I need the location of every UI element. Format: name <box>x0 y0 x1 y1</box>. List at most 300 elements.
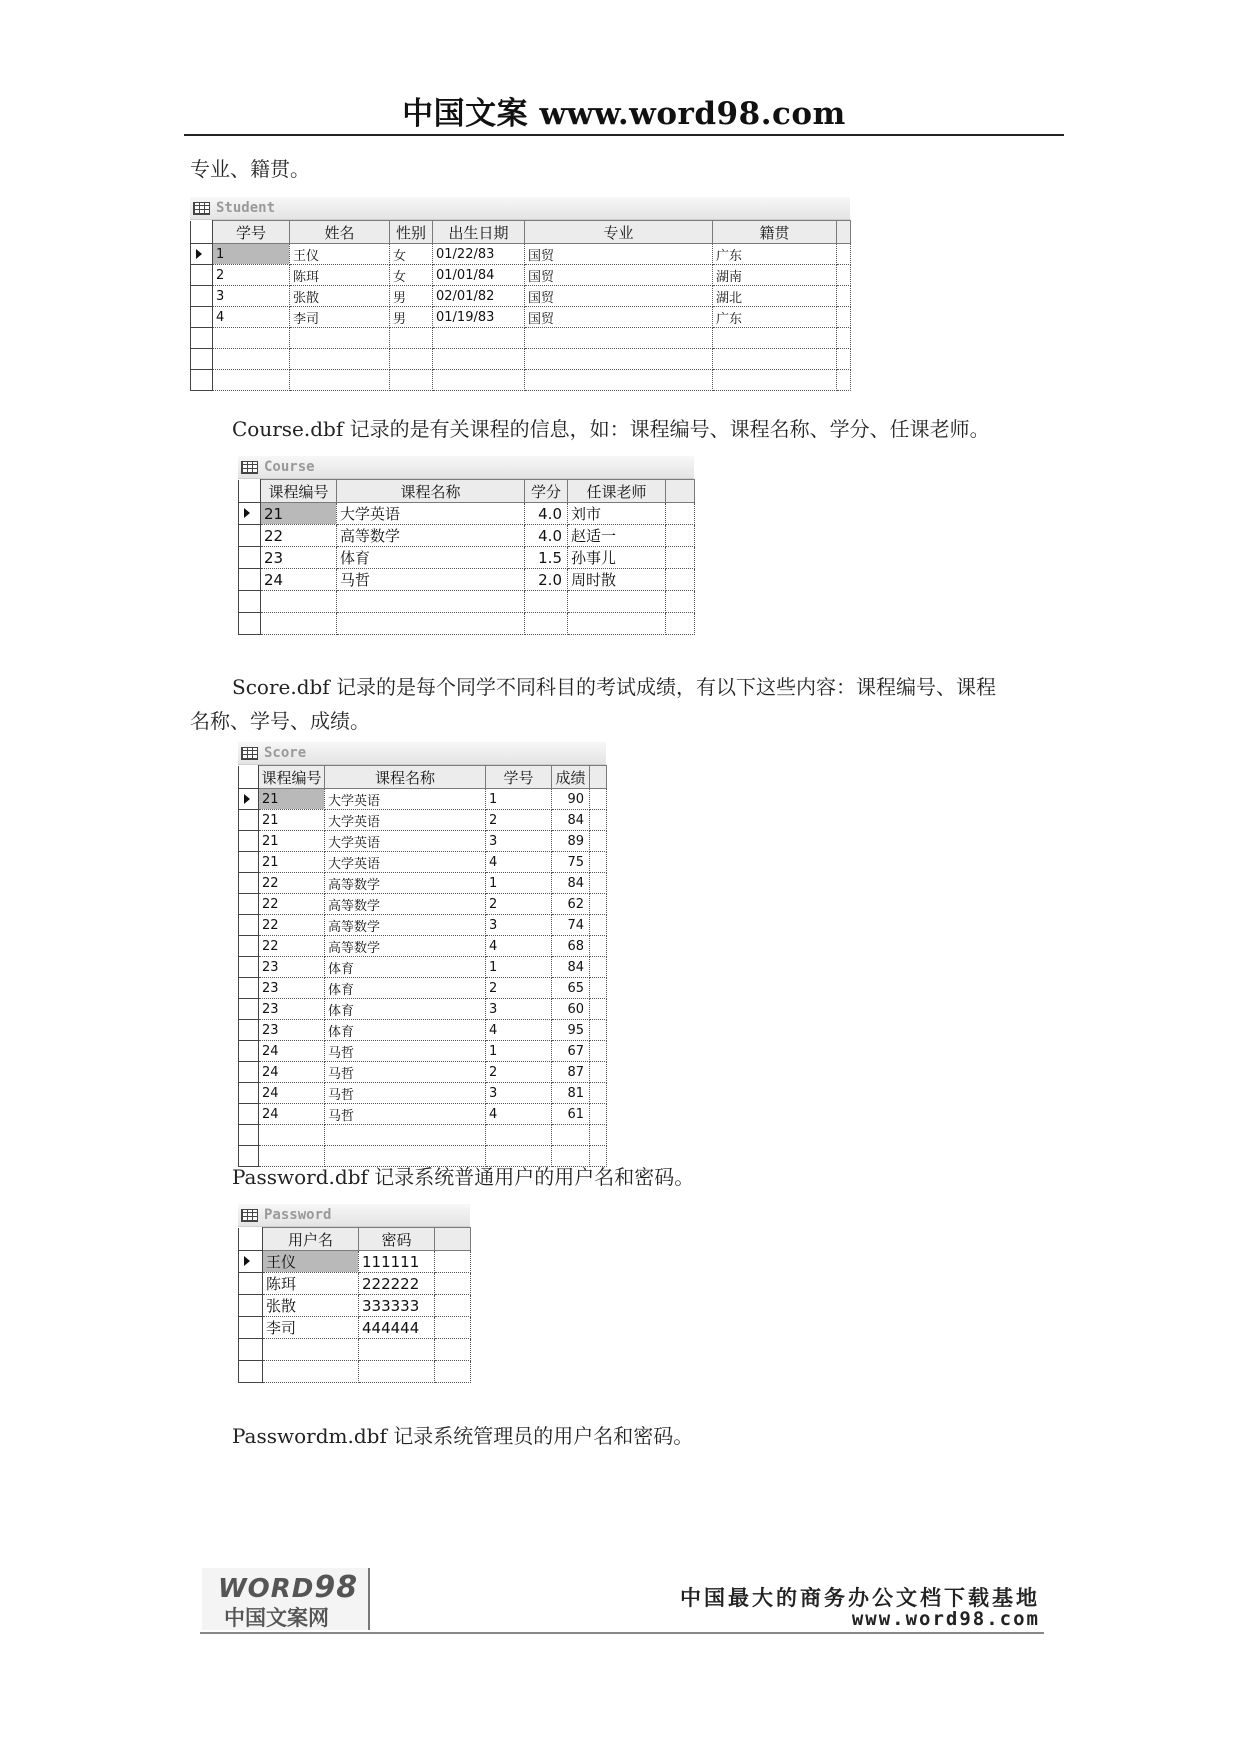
table-row[interactable] <box>239 1041 607 1062</box>
column-header: 用户名 <box>263 1228 359 1251</box>
row-selector <box>239 613 261 635</box>
table-cell[interactable]: 王仪 <box>263 1251 359 1273</box>
empty-cell <box>525 328 713 349</box>
row-selector <box>191 265 213 286</box>
empty-cell <box>337 613 525 635</box>
column-header: 课程编号 <box>259 766 325 789</box>
row-selector <box>191 349 213 370</box>
table-row[interactable] <box>239 852 607 873</box>
row-filler-cell <box>590 789 607 810</box>
row-filler-cell <box>590 1104 607 1125</box>
word98-logo <box>202 1568 370 1630</box>
table-cell[interactable]: 3 <box>486 831 552 852</box>
table-cell[interactable]: 21 <box>259 789 325 810</box>
row-selector <box>239 852 259 873</box>
column-header-filler <box>666 480 695 503</box>
table-cell[interactable]: 大学英语 <box>337 503 525 525</box>
column-header: 密码 <box>359 1228 435 1251</box>
table-cell[interactable]: 2 <box>486 978 552 999</box>
empty-cell <box>837 328 851 349</box>
empty-cell <box>213 328 290 349</box>
empty-cell <box>261 591 337 613</box>
column-header-filler <box>435 1228 471 1251</box>
table-row[interactable] <box>239 873 607 894</box>
password-grid <box>238 1227 471 1383</box>
empty-cell <box>713 349 837 370</box>
column-header: 专业 <box>525 221 713 244</box>
row-filler-cell <box>435 1273 471 1295</box>
table-cell[interactable]: 湖南 <box>713 265 837 286</box>
table-cell[interactable]: 大学英语 <box>325 789 486 810</box>
table-cell[interactable]: 22 <box>259 936 325 957</box>
table-cell[interactable]: 2 <box>486 1062 552 1083</box>
empty-cell <box>433 349 525 370</box>
table-cell[interactable]: 国贸 <box>525 307 713 328</box>
empty-cell <box>433 328 525 349</box>
table-cell[interactable]: 4 <box>486 852 552 873</box>
table-cell[interactable]: 4.0 <box>525 525 568 547</box>
row-selector <box>239 1104 259 1125</box>
table-row[interactable] <box>239 1295 471 1317</box>
table-row[interactable] <box>239 936 607 957</box>
table-cell[interactable]: 61 <box>552 1104 590 1125</box>
row-filler-cell <box>590 999 607 1020</box>
empty-cell <box>290 349 390 370</box>
column-header: 成绩 <box>552 766 590 789</box>
empty-cell <box>525 349 713 370</box>
empty-cell <box>666 613 695 635</box>
row-selector <box>239 915 259 936</box>
password-table-title: Password <box>264 1207 332 1223</box>
table-cell[interactable]: 张散 <box>290 286 390 307</box>
empty-cell <box>263 1339 359 1361</box>
current-record-indicator <box>239 503 261 525</box>
table-cell[interactable]: 84 <box>552 873 590 894</box>
course-table-titlebar <box>238 456 694 479</box>
table-cell[interactable]: 2.0 <box>525 569 568 591</box>
empty-cell <box>666 591 695 613</box>
table-cell[interactable]: 1.5 <box>525 547 568 569</box>
table-icon <box>241 461 258 474</box>
empty-cell <box>435 1339 471 1361</box>
table-row[interactable] <box>239 1083 607 1104</box>
table-cell[interactable]: 大学英语 <box>325 852 486 873</box>
empty-cell <box>290 370 390 391</box>
empty-cell <box>435 1361 471 1383</box>
table-cell[interactable]: 90 <box>552 789 590 810</box>
logo-chinese-text: 中国文案网 <box>224 1606 329 1630</box>
table-cell[interactable]: 3 <box>486 999 552 1020</box>
table-cell[interactable]: 大学英语 <box>325 810 486 831</box>
row-selector-header <box>239 766 259 789</box>
table-cell[interactable]: 68 <box>552 936 590 957</box>
table-cell[interactable]: 3 <box>486 915 552 936</box>
table-cell[interactable]: 4 <box>213 307 290 328</box>
current-record-indicator <box>191 244 213 265</box>
row-selector <box>239 957 259 978</box>
empty-cell <box>261 613 337 635</box>
footer-divider <box>200 1632 1044 1634</box>
empty-cell <box>433 370 525 391</box>
row-selector <box>239 936 259 957</box>
row-selector <box>239 873 259 894</box>
table-cell[interactable]: 湖北 <box>713 286 837 307</box>
table-cell[interactable]: 1 <box>486 873 552 894</box>
empty-cell <box>590 1125 607 1146</box>
footer-slogan: 中国最大的商务办公文档下载基地 <box>680 1585 1040 1610</box>
table-row[interactable] <box>239 915 607 936</box>
table-cell[interactable]: 马哲 <box>325 1041 486 1062</box>
table-cell[interactable]: 王仪 <box>290 244 390 265</box>
row-filler-cell <box>590 873 607 894</box>
table-row[interactable] <box>239 503 695 525</box>
row-filler-cell <box>590 831 607 852</box>
empty-cell <box>259 1125 325 1146</box>
table-cell[interactable]: 4 <box>486 936 552 957</box>
row-filler-cell <box>666 525 695 547</box>
paragraph-password-desc: Password.dbf 记录系统普通用户的用户名和密码。 <box>232 1165 695 1189</box>
table-row[interactable] <box>239 810 607 831</box>
row-filler-cell <box>590 1041 607 1062</box>
row-filler-cell <box>590 1062 607 1083</box>
table-cell[interactable]: 65 <box>552 978 590 999</box>
table-row[interactable] <box>239 1273 471 1295</box>
table-row[interactable] <box>239 547 695 569</box>
table-cell[interactable]: 23 <box>259 1020 325 1041</box>
row-selector <box>239 978 259 999</box>
table-cell[interactable]: 23 <box>259 957 325 978</box>
table-cell[interactable]: 国贸 <box>525 244 713 265</box>
table-cell[interactable]: 23 <box>259 978 325 999</box>
table-row[interactable] <box>239 957 607 978</box>
row-selector-header <box>191 221 213 244</box>
student-table-titlebar <box>190 197 850 220</box>
table-cell[interactable]: 22 <box>261 525 337 547</box>
empty-cell <box>359 1339 435 1361</box>
empty-cell <box>390 349 433 370</box>
table-cell[interactable]: 84 <box>552 810 590 831</box>
student-table-window <box>190 197 850 391</box>
table-row[interactable] <box>239 1317 471 1339</box>
row-selector <box>239 810 259 831</box>
table-cell[interactable]: 孙事儿 <box>568 547 666 569</box>
empty-row <box>239 1125 607 1146</box>
score-table-titlebar <box>238 742 606 765</box>
empty-row <box>239 613 695 635</box>
table-cell[interactable]: 4 <box>486 1020 552 1041</box>
row-selector <box>239 1041 259 1062</box>
table-cell[interactable]: 男 <box>390 286 433 307</box>
row-filler-cell <box>837 307 851 328</box>
table-cell[interactable]: 22 <box>259 915 325 936</box>
row-selector <box>191 370 213 391</box>
row-selector-header <box>239 1228 263 1251</box>
row-filler-cell <box>435 1317 471 1339</box>
row-selector <box>239 525 261 547</box>
table-cell[interactable]: 男 <box>390 307 433 328</box>
row-filler-cell <box>837 265 851 286</box>
empty-cell <box>390 370 433 391</box>
row-selector <box>239 591 261 613</box>
table-cell[interactable]: 广东 <box>713 307 837 328</box>
empty-cell <box>568 591 666 613</box>
table-cell[interactable]: 3 <box>486 1083 552 1104</box>
row-filler-cell <box>590 936 607 957</box>
column-header: 性别 <box>390 221 433 244</box>
table-cell[interactable]: 高等数学 <box>325 873 486 894</box>
empty-cell <box>213 370 290 391</box>
table-cell[interactable]: 体育 <box>325 957 486 978</box>
score-grid <box>238 765 607 1167</box>
row-filler-cell <box>590 810 607 831</box>
column-header: 学分 <box>525 480 568 503</box>
table-cell[interactable]: 广东 <box>713 244 837 265</box>
table-cell[interactable]: 1 <box>486 957 552 978</box>
empty-cell <box>713 328 837 349</box>
column-header: 课程编号 <box>261 480 337 503</box>
row-selector <box>191 286 213 307</box>
table-cell[interactable]: 81 <box>552 1083 590 1104</box>
table-cell[interactable]: 赵适一 <box>568 525 666 547</box>
row-filler-cell <box>666 547 695 569</box>
table-cell[interactable]: 22 <box>259 873 325 894</box>
table-cell[interactable]: 陈珥 <box>263 1273 359 1295</box>
table-cell[interactable]: 84 <box>552 957 590 978</box>
course-table-title: Course <box>264 459 315 475</box>
table-cell[interactable]: 高等数学 <box>325 894 486 915</box>
table-cell[interactable]: 95 <box>552 1020 590 1041</box>
table-cell[interactable]: 111111 <box>359 1251 435 1273</box>
table-cell[interactable]: 67 <box>552 1041 590 1062</box>
row-filler-cell <box>837 286 851 307</box>
table-row[interactable] <box>239 831 607 852</box>
table-cell[interactable]: 2 <box>486 894 552 915</box>
table-cell[interactable]: 2 <box>213 265 290 286</box>
table-cell[interactable]: 89 <box>552 831 590 852</box>
header-divider <box>184 134 1064 136</box>
table-row[interactable] <box>239 1251 471 1273</box>
score-table-window <box>238 742 606 1167</box>
row-filler-cell <box>666 503 695 525</box>
current-record-indicator <box>239 1251 263 1273</box>
empty-cell <box>837 370 851 391</box>
table-row[interactable] <box>239 999 607 1020</box>
row-selector <box>239 1317 263 1339</box>
table-cell[interactable]: 马哲 <box>325 1104 486 1125</box>
table-cell[interactable]: 李司 <box>290 307 390 328</box>
table-cell[interactable]: 高等数学 <box>325 915 486 936</box>
table-row[interactable] <box>239 894 607 915</box>
table-cell[interactable]: 刘市 <box>568 503 666 525</box>
table-cell[interactable]: 周时散 <box>568 569 666 591</box>
table-cell[interactable]: 74 <box>552 915 590 936</box>
table-row[interactable] <box>239 1020 607 1041</box>
table-cell[interactable]: 23 <box>259 999 325 1020</box>
column-header-filler <box>837 221 851 244</box>
table-cell[interactable]: 21 <box>259 810 325 831</box>
paragraph-intro-tail: 专业、籍贯。 <box>190 157 310 181</box>
table-cell[interactable]: 87 <box>552 1062 590 1083</box>
column-header: 籍贯 <box>713 221 837 244</box>
row-selector <box>239 894 259 915</box>
table-cell[interactable]: 21 <box>261 503 337 525</box>
table-cell[interactable]: 01/19/83 <box>433 307 525 328</box>
column-header: 任课老师 <box>568 480 666 503</box>
table-cell[interactable]: 02/01/82 <box>433 286 525 307</box>
table-cell[interactable]: 24 <box>261 569 337 591</box>
empty-cell <box>837 349 851 370</box>
table-row[interactable] <box>239 789 607 810</box>
empty-cell <box>337 591 525 613</box>
row-filler-cell <box>837 244 851 265</box>
table-cell[interactable]: 2 <box>486 810 552 831</box>
table-cell[interactable]: 国贸 <box>525 265 713 286</box>
table-cell[interactable]: 01/01/84 <box>433 265 525 286</box>
table-icon <box>193 202 210 215</box>
empty-cell <box>263 1361 359 1383</box>
table-cell[interactable]: 75 <box>552 852 590 873</box>
table-cell[interactable]: 马哲 <box>325 1083 486 1104</box>
row-filler-cell <box>590 957 607 978</box>
table-row[interactable] <box>191 244 851 265</box>
table-cell[interactable]: 22 <box>259 894 325 915</box>
table-cell[interactable]: 4 <box>486 1104 552 1125</box>
table-cell[interactable]: 444444 <box>359 1317 435 1339</box>
row-selector <box>239 1295 263 1317</box>
table-row[interactable] <box>191 307 851 328</box>
table-cell[interactable]: 24 <box>259 1062 325 1083</box>
table-cell[interactable]: 高等数学 <box>325 936 486 957</box>
table-cell[interactable]: 女 <box>390 265 433 286</box>
empty-cell <box>390 328 433 349</box>
row-selector-header <box>239 480 261 503</box>
table-cell[interactable]: 1 <box>486 789 552 810</box>
empty-cell <box>359 1361 435 1383</box>
empty-row <box>191 370 851 391</box>
empty-cell <box>290 328 390 349</box>
table-cell[interactable]: 体育 <box>325 978 486 999</box>
empty-cell <box>525 613 568 635</box>
table-row[interactable] <box>239 978 607 999</box>
row-selector <box>239 1020 259 1041</box>
table-row[interactable] <box>239 1104 607 1125</box>
table-cell[interactable]: 1 <box>213 244 290 265</box>
table-cell[interactable]: 女 <box>390 244 433 265</box>
empty-row <box>239 1339 471 1361</box>
row-selector <box>191 307 213 328</box>
paragraph-score-desc-line1: Score.dbf 记录的是每个同学不同科目的考试成绩，有以下这些内容：课程编号、课程 <box>232 675 997 699</box>
row-selector <box>239 569 261 591</box>
table-cell[interactable]: 高等数学 <box>337 525 525 547</box>
empty-cell <box>213 349 290 370</box>
row-selector <box>239 831 259 852</box>
table-cell[interactable]: 3 <box>213 286 290 307</box>
student-grid <box>190 220 851 391</box>
table-row[interactable] <box>191 286 851 307</box>
student-table-title: Student <box>216 200 276 216</box>
row-filler-cell <box>590 894 607 915</box>
course-table-window <box>238 456 694 635</box>
empty-cell <box>525 370 713 391</box>
table-cell[interactable]: 张散 <box>263 1295 359 1317</box>
table-cell[interactable]: 333333 <box>359 1295 435 1317</box>
table-row[interactable] <box>191 265 851 286</box>
row-filler-cell <box>590 978 607 999</box>
table-icon <box>241 1209 258 1222</box>
paragraph-passwordm-desc: Passwordm.dbf 记录系统管理员的用户名和密码。 <box>232 1424 694 1448</box>
row-selector <box>239 1083 259 1104</box>
table-cell[interactable]: 23 <box>261 547 337 569</box>
table-row[interactable] <box>239 1062 607 1083</box>
table-cell[interactable]: 21 <box>259 852 325 873</box>
column-header: 姓名 <box>290 221 390 244</box>
table-cell[interactable]: 体育 <box>325 999 486 1020</box>
table-row[interactable] <box>239 569 695 591</box>
row-filler-cell <box>435 1295 471 1317</box>
table-cell[interactable]: 24 <box>259 1104 325 1125</box>
row-filler-cell <box>590 915 607 936</box>
empty-cell <box>713 370 837 391</box>
empty-cell <box>525 591 568 613</box>
empty-row <box>191 349 851 370</box>
table-cell[interactable]: 体育 <box>337 547 525 569</box>
table-cell[interactable]: 陈珥 <box>290 265 390 286</box>
table-cell[interactable]: 国贸 <box>525 286 713 307</box>
course-grid <box>238 479 695 635</box>
paragraph-score-desc-line2: 名称、学号、成绩。 <box>190 709 370 733</box>
table-cell[interactable]: 马哲 <box>325 1062 486 1083</box>
table-cell[interactable]: 李司 <box>263 1317 359 1339</box>
column-header-filler <box>590 766 607 789</box>
table-cell[interactable]: 62 <box>552 894 590 915</box>
table-cell[interactable]: 21 <box>259 831 325 852</box>
empty-row <box>191 328 851 349</box>
row-selector <box>239 547 261 569</box>
table-cell[interactable]: 01/22/83 <box>433 244 525 265</box>
table-row[interactable] <box>239 525 695 547</box>
logo-number-text: 98 <box>314 1570 359 1605</box>
table-cell[interactable]: 60 <box>552 999 590 1020</box>
empty-cell <box>568 613 666 635</box>
column-header: 课程名称 <box>325 766 486 789</box>
table-cell[interactable]: 马哲 <box>337 569 525 591</box>
empty-cell <box>552 1125 590 1146</box>
password-table-window <box>238 1204 470 1383</box>
table-cell[interactable]: 4.0 <box>525 503 568 525</box>
table-cell[interactable]: 222222 <box>359 1273 435 1295</box>
row-filler-cell <box>590 852 607 873</box>
score-table-title: Score <box>264 745 307 761</box>
row-filler-cell <box>666 569 695 591</box>
row-filler-cell <box>435 1251 471 1273</box>
row-filler-cell <box>590 1083 607 1104</box>
paragraph-course-desc: Course.dbf 记录的是有关课程的信息，如：课程编号、课程名称、学分、任课老师。 <box>232 417 990 441</box>
column-header: 课程名称 <box>337 480 525 503</box>
empty-cell <box>486 1125 552 1146</box>
current-record-indicator <box>239 789 259 810</box>
row-selector <box>239 1339 263 1361</box>
table-cell[interactable]: 体育 <box>325 1020 486 1041</box>
table-cell[interactable]: 1 <box>486 1041 552 1062</box>
page-header-title: 中国文案 www.word98.com <box>402 96 846 132</box>
table-cell[interactable]: 24 <box>259 1083 325 1104</box>
row-selector <box>239 1273 263 1295</box>
empty-row <box>239 591 695 613</box>
table-cell[interactable]: 大学英语 <box>325 831 486 852</box>
table-cell[interactable]: 24 <box>259 1041 325 1062</box>
column-header: 出生日期 <box>433 221 525 244</box>
row-selector <box>239 1125 259 1146</box>
